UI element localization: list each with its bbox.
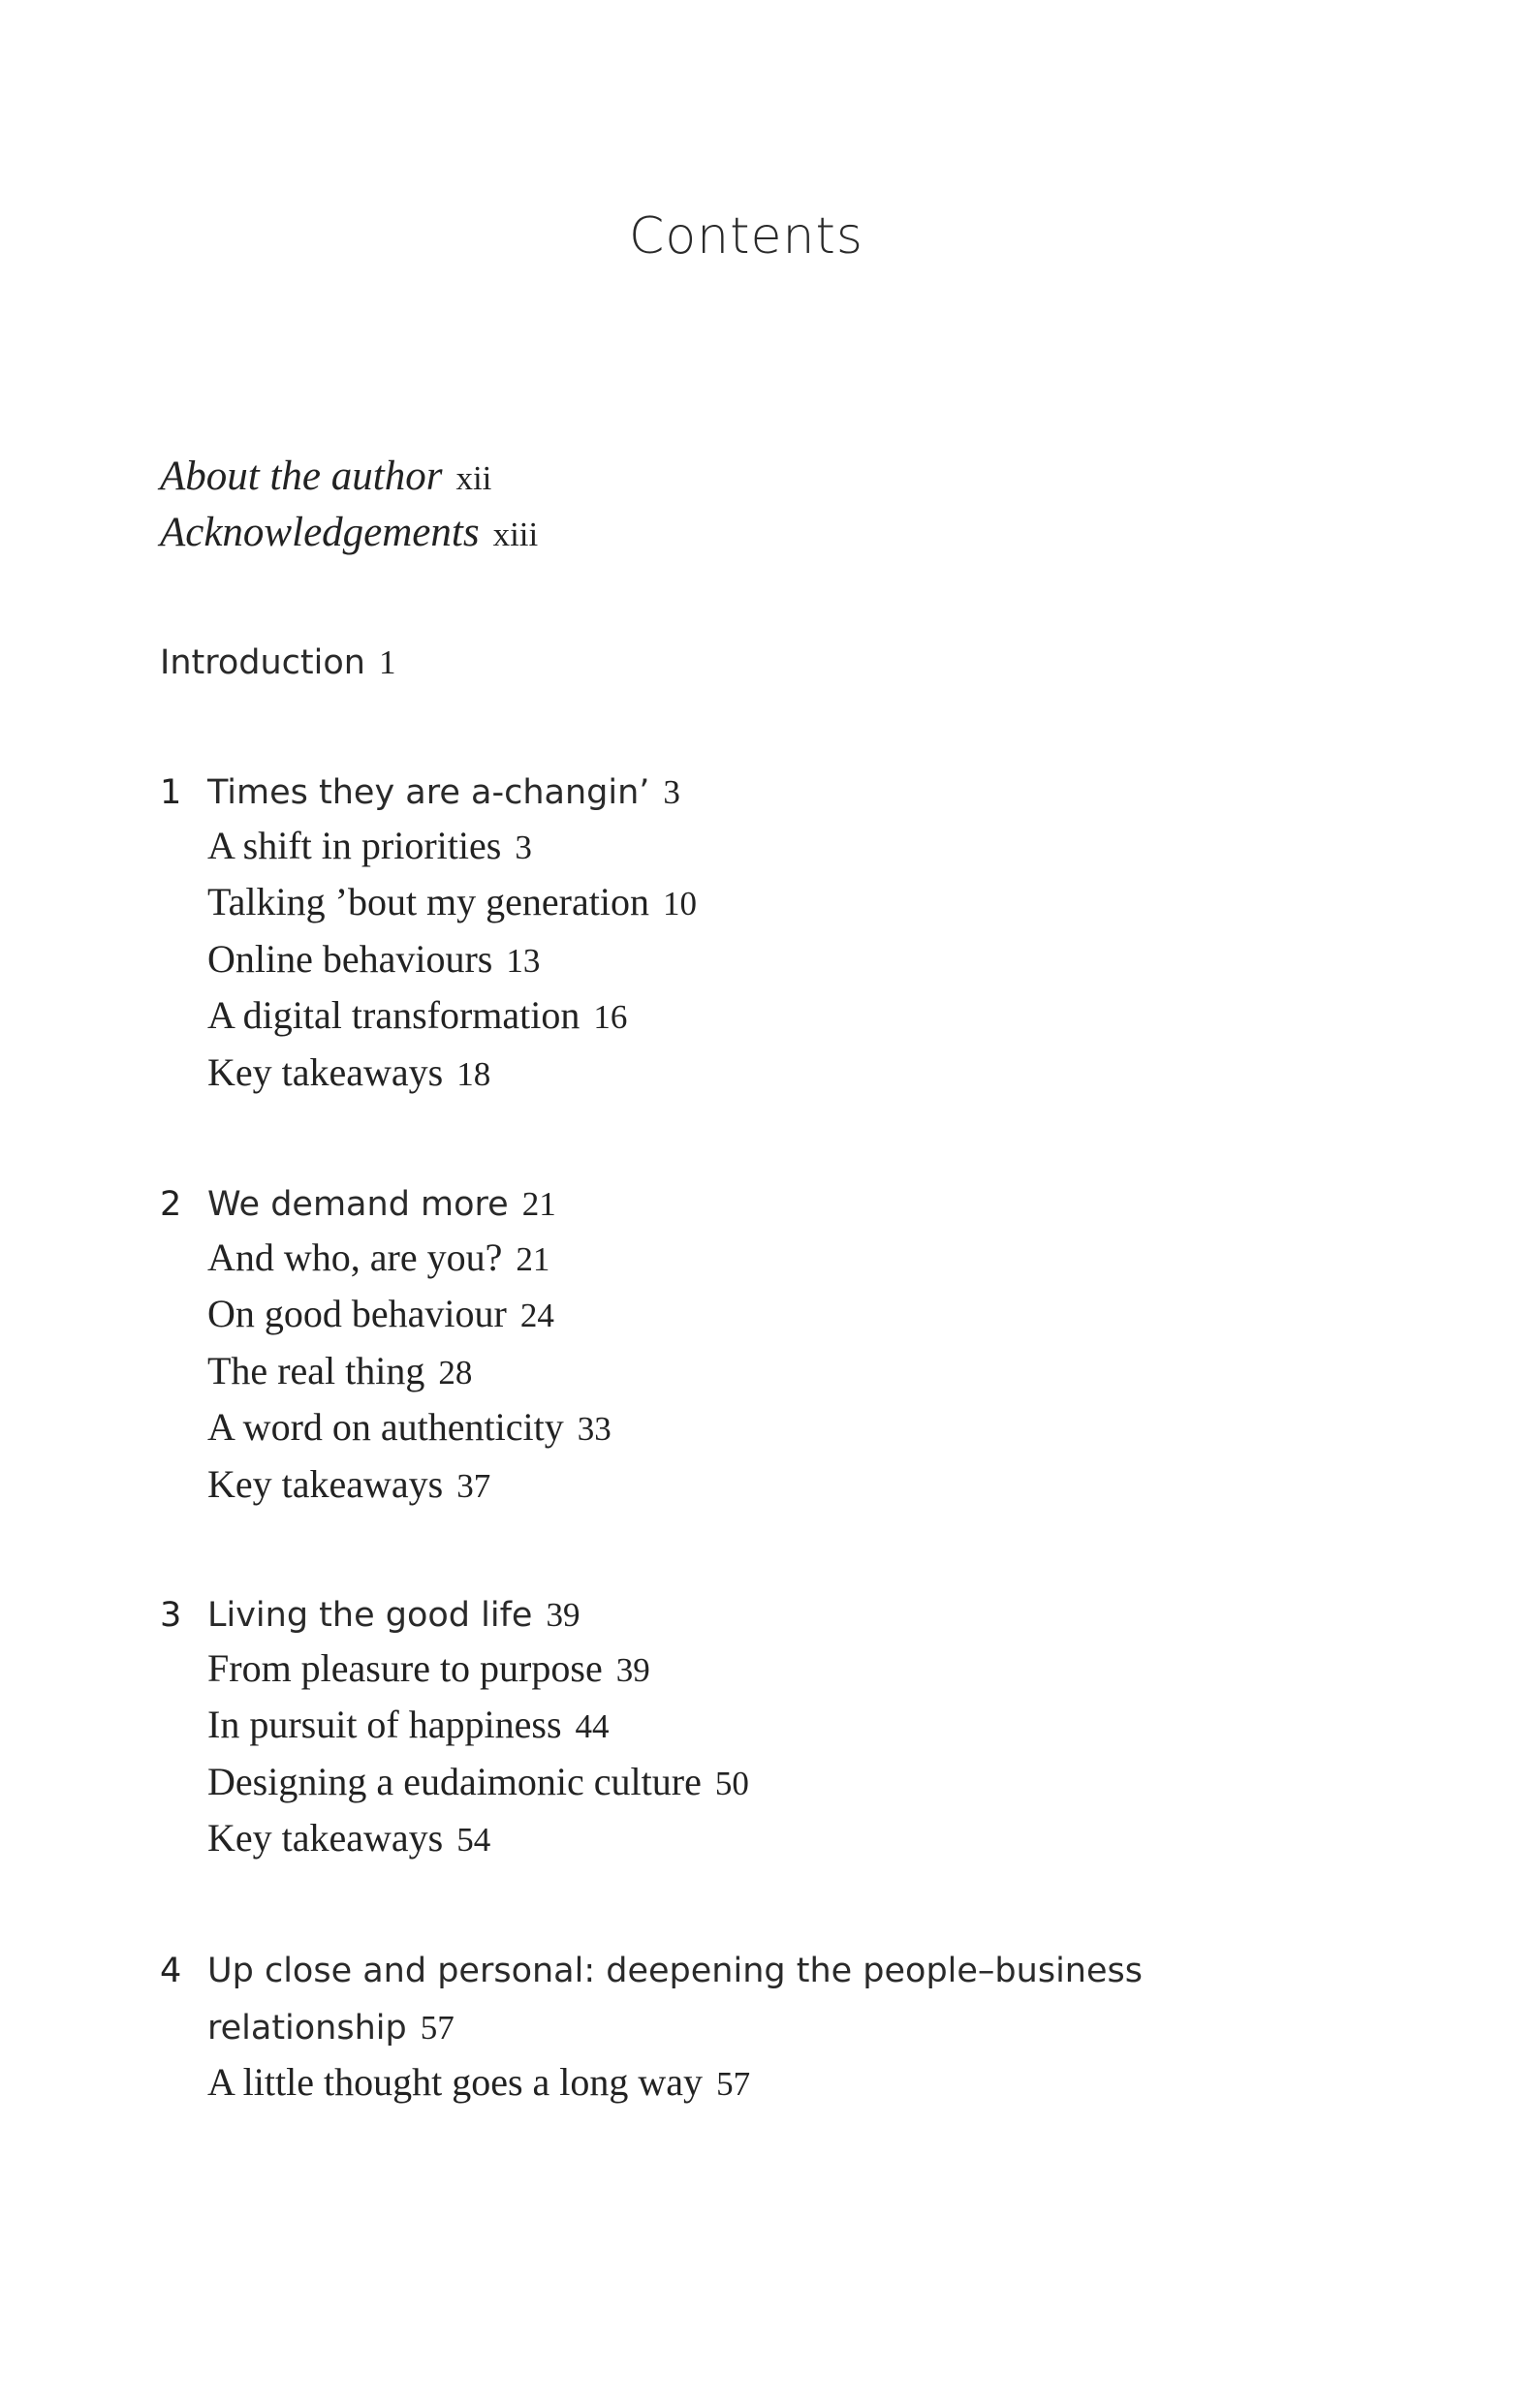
toc-section[interactable] xyxy=(207,937,541,981)
toc-section[interactable] xyxy=(207,1405,612,1449)
chapter-title-continued: relationship xyxy=(207,2009,407,2048)
toc-section[interactable] xyxy=(207,1646,650,1690)
toc-page-number: 28 xyxy=(438,1354,473,1392)
toc-section[interactable] xyxy=(207,1235,550,1279)
section-label: A digital transformation xyxy=(207,993,580,1037)
toc-chapter-4-continued[interactable] xyxy=(207,2011,455,2046)
chapter-title: Up close and personal: deepening the people–business xyxy=(207,1952,1143,1990)
chapter-number: 1 xyxy=(160,773,182,812)
toc-section[interactable] xyxy=(207,1349,473,1392)
toc-chapter-1[interactable] xyxy=(160,775,680,810)
section-label: Designing a eudaimonic culture xyxy=(207,1760,702,1803)
toc-entry-label: Acknowledgements xyxy=(160,510,480,555)
toc-page-number: 39 xyxy=(615,1651,650,1689)
toc-section[interactable] xyxy=(207,1760,749,1803)
section-label: From pleasure to purpose xyxy=(207,1646,603,1690)
section-label: A shift in priorities xyxy=(207,824,502,867)
toc-page-number: 18 xyxy=(456,1055,491,1093)
toc-chapter-2[interactable] xyxy=(160,1187,556,1222)
toc-entry-about-author[interactable] xyxy=(160,455,491,497)
chapter-title: Living the good life xyxy=(207,1596,533,1635)
toc-section[interactable] xyxy=(207,824,532,867)
toc-page-number: xii xyxy=(455,459,492,497)
chapter-number: 3 xyxy=(160,1596,182,1635)
toc-page-number: 16 xyxy=(593,998,628,1036)
toc-section[interactable] xyxy=(207,1705,610,1744)
toc-entry-label: Introduction xyxy=(160,643,365,682)
toc-chapter-4[interactable] xyxy=(160,1952,1143,1990)
section-label: Key takeaways xyxy=(207,1462,444,1506)
section-label: A word on authenticity xyxy=(207,1405,564,1449)
chapter-number: 2 xyxy=(160,1185,182,1224)
page-title: Contents xyxy=(629,207,863,266)
section-label: A little thought goes a long way xyxy=(207,2060,704,2104)
toc-page-number: 39 xyxy=(546,1596,580,1634)
chapter-title: Times they are a-changin’ xyxy=(207,773,650,812)
section-label: Key takeaways xyxy=(207,1050,444,1094)
toc-page-number: 21 xyxy=(516,1240,550,1278)
toc-page-number: 54 xyxy=(456,1821,491,1859)
toc-section[interactable] xyxy=(207,1816,491,1860)
toc-section[interactable] xyxy=(207,1050,491,1094)
section-label: Online behaviours xyxy=(207,937,493,981)
toc-page-number: xiii xyxy=(492,516,539,553)
toc-page-number: 1 xyxy=(378,643,396,681)
toc-entry-label: About the author xyxy=(160,453,443,499)
toc-page-number: 37 xyxy=(456,1467,491,1505)
toc-page-number: 13 xyxy=(506,942,541,980)
toc-page-number: 57 xyxy=(716,2065,751,2103)
toc-page-number: 3 xyxy=(663,773,680,811)
section-label: Key takeaways xyxy=(207,1816,444,1860)
toc-page-number: 3 xyxy=(515,829,532,866)
toc-entry-acknowledgements[interactable] xyxy=(160,512,538,553)
toc-page-number: 21 xyxy=(521,1185,556,1223)
toc-page-number: 33 xyxy=(577,1410,612,1448)
section-label: Talking ’bout my generation xyxy=(207,880,649,923)
chapter-title: We demand more xyxy=(207,1185,509,1224)
toc-page-number: 50 xyxy=(714,1765,749,1802)
section-label: The real thing xyxy=(207,1349,425,1392)
toc-page-number: 10 xyxy=(662,885,697,923)
chapter-number: 4 xyxy=(160,1952,182,1990)
toc-section[interactable] xyxy=(207,993,628,1037)
toc-section[interactable] xyxy=(207,880,697,923)
section-label: And who, are you? xyxy=(207,1235,503,1279)
toc-chapter-3[interactable] xyxy=(160,1598,580,1633)
toc-section[interactable] xyxy=(207,1462,491,1506)
toc-entry-introduction[interactable] xyxy=(160,645,395,680)
section-label: In pursuit of happiness xyxy=(207,1703,562,1746)
section-label: On good behaviour xyxy=(207,1292,507,1335)
toc-section[interactable] xyxy=(207,2060,751,2104)
toc-page-number: 57 xyxy=(420,2009,455,2047)
toc-section[interactable] xyxy=(207,1292,554,1335)
toc-page-number: 44 xyxy=(575,1707,610,1745)
toc-page-number: 24 xyxy=(519,1297,554,1334)
